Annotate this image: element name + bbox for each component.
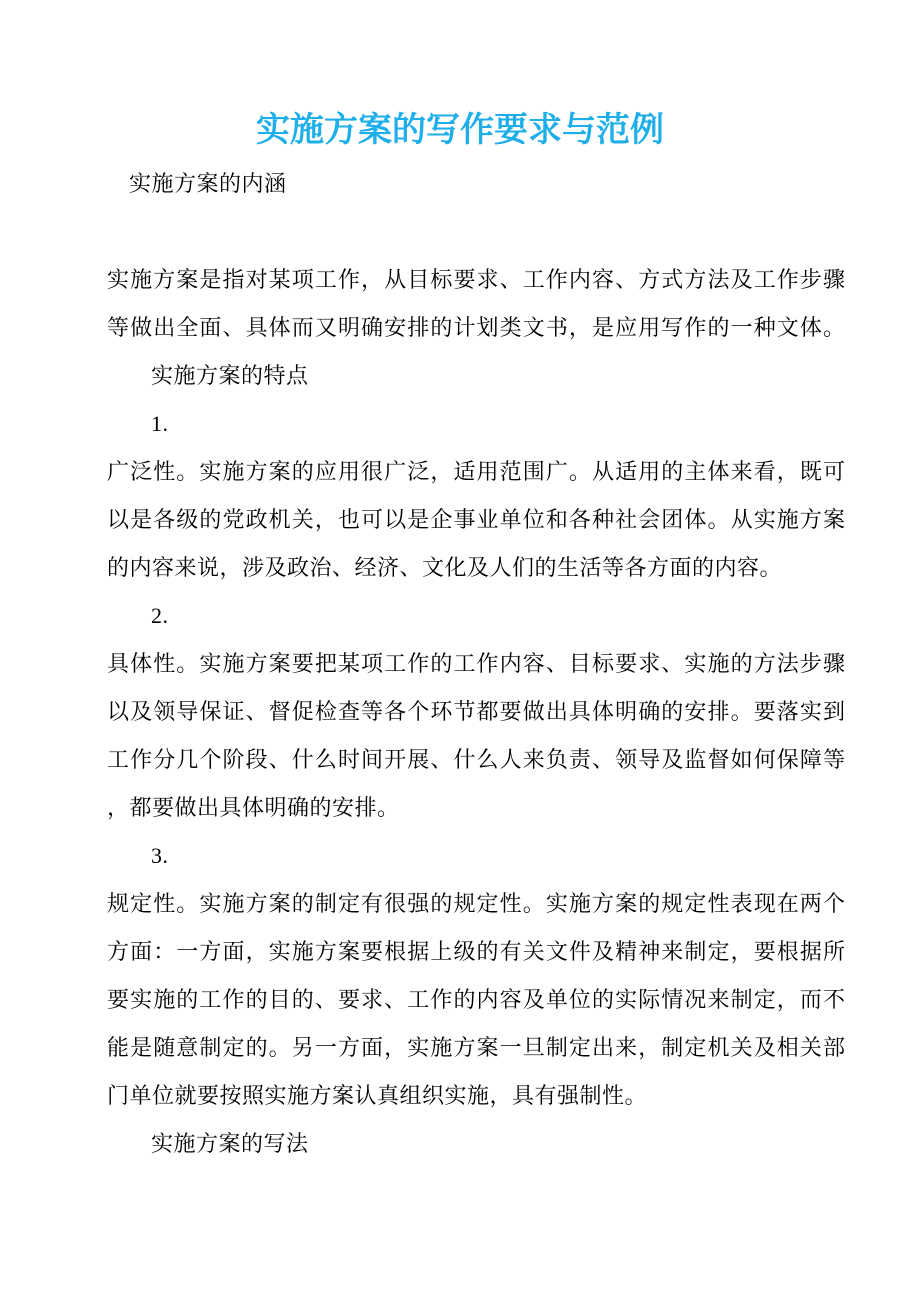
heading-connotation: 实施方案的内涵 (129, 171, 287, 196)
body-line: 工作分几个阶段、什么时间开展、什么人来负责、领导及监督如何保障等 (107, 747, 845, 772)
list-number-3: 3. (151, 843, 169, 868)
body-line: ，都要做出具体明确的安排。 (107, 795, 400, 820)
body-line: 的内容来说，涉及政治、经济、文化及人们的生活等各方面的内容。 (107, 555, 783, 580)
document-title: 实施方案的写作要求与范例 (256, 111, 664, 149)
heading-features: 实施方案的特点 (151, 363, 309, 388)
list-number-2: 2. (151, 603, 169, 628)
blank-line (107, 208, 845, 256)
body-line: 要实施的工作的目的、要求、工作的内容及单位的实际情况来制定，而不 (107, 987, 845, 1012)
heading-writing-method: 实施方案的写法 (151, 1131, 309, 1156)
body-line: 等做出全面、具体而又明确安排的计划类文书，是应用写作的一种文体。 (107, 315, 845, 340)
document-body (107, 160, 845, 1168)
body-line: 门单位就要按照实施方案认真组织实施，具有强制性。 (107, 1083, 648, 1108)
body-line: 以及领导保证、督促检查等各个环节都要做出具体明确的安排。要落实到 (107, 699, 845, 724)
body-line: 实施方案是指对某项工作，从目标要求、工作内容、方式方法及工作步骤 (107, 267, 845, 292)
list-number-1: 1. (151, 411, 169, 436)
body-line: 方面：一方面，实施方案要根据上级的有关文件及精神来制定，要根据所 (107, 939, 845, 964)
body-line: 以是各级的党政机关，也可以是企事业单位和各种社会团体。从实施方案 (107, 507, 845, 532)
body-line: 广泛性。实施方案的应用很广泛，适用范围广。从适用的主体来看，既可 (107, 459, 845, 484)
body-line: 具体性。实施方案要把某项工作的工作内容、目标要求、实施的方法步骤 (107, 651, 845, 676)
body-line: 能是随意制定的。另一方面，实施方案一旦制定出来，制定机关及相关部 (107, 1035, 845, 1060)
body-line: 规定性。实施方案的制定有很强的规定性。实施方案的规定性表现在两个 (107, 891, 845, 916)
